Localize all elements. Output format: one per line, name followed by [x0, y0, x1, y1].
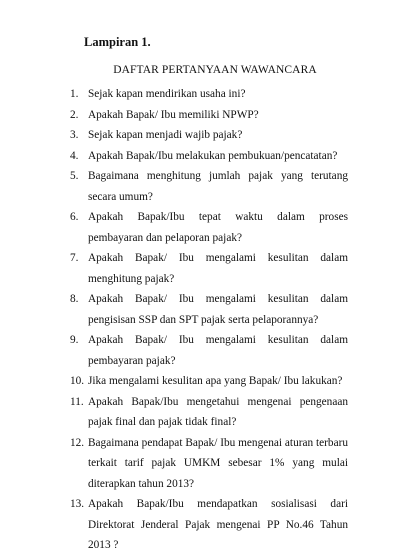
- question-number: 10.: [70, 375, 85, 387]
- question-item: [70, 371, 348, 392]
- question-number: 9.: [70, 334, 79, 346]
- question-text: Bagaimana menghitung jumlah pajak yang terutang secara umum?: [88, 170, 348, 203]
- question-number: 8.: [70, 293, 79, 305]
- question-text: Bagaimana pendapat Bapak/ Ibu mengenai aturan terbaru terkait tarif pajak UMKM sebesar 1% yang mulai diterapkan tahun 2013?: [88, 436, 348, 490]
- question-text: Jika mengalami kesulitan apa yang Bapak/ Ibu lakukan?: [88, 375, 343, 387]
- question-text: Apakah Bapak/Ibu mengetahui mengenai pengenaan pajak final dan pajak tidak final?: [88, 395, 348, 428]
- question-item: [70, 330, 348, 371]
- question-number: 4.: [70, 149, 79, 162]
- question-item: [70, 248, 348, 289]
- question-number: 5.: [70, 170, 79, 182]
- question-item: [70, 105, 348, 126]
- question-text: Apakah Bapak/Ibu mendapatkan sosialisasi dari Direktorat Jenderal Pajak mengenai PP No.46 Tahun 2013 ?: [88, 498, 348, 551]
- question-item: [70, 166, 348, 207]
- question-number: 12.: [70, 436, 85, 449]
- question-list: [70, 84, 348, 556]
- question-item: [70, 207, 348, 248]
- question-text: Apakah Bapak/ Ibu mengalami kesulitan dalam menghitung pajak?: [88, 252, 348, 285]
- question-item: [70, 125, 348, 146]
- question-number: 11.: [70, 395, 84, 408]
- question-text: Apakah Bapak/Ibu tepat waktu dalam proses pembayaran dan pelaporan pajak?: [88, 211, 348, 244]
- document-title: DAFTAR PERTANYAAN WAWANCARA: [113, 64, 317, 76]
- question-item: [70, 433, 348, 495]
- question-item: [70, 84, 348, 105]
- question-text: Sejak kapan mendirikan usaha ini?: [88, 88, 246, 100]
- question-item: [70, 494, 348, 556]
- question-number: 6.: [70, 211, 79, 223]
- question-number: 7.: [70, 252, 79, 264]
- question-text: Apakah Bapak/ Ibu mengalami kesulitan dalam pembayaran pajak?: [88, 334, 348, 367]
- question-item: [70, 289, 348, 330]
- question-text: Apakah Bapak/ Ibu memiliki NPWP?: [88, 108, 259, 121]
- question-number: 3.: [70, 129, 79, 141]
- question-text: Apakah Bapak/ Ibu mengalami kesulitan dalam pengisisan SSP dan SPT pajak serta pelaporannya?: [88, 293, 348, 326]
- question-number: 1.: [70, 88, 79, 100]
- appendix-label: Lampiran 1.: [84, 35, 151, 49]
- question-number: 2.: [70, 108, 79, 121]
- question-text: Sejak kapan menjadi wajib pajak?: [88, 129, 243, 141]
- question-item: [70, 392, 348, 433]
- question-text: Apakah Bapak/Ibu melakukan pembukuan/pencatatan?: [88, 149, 338, 162]
- question-item: [70, 146, 348, 167]
- question-number: 13.: [70, 498, 85, 510]
